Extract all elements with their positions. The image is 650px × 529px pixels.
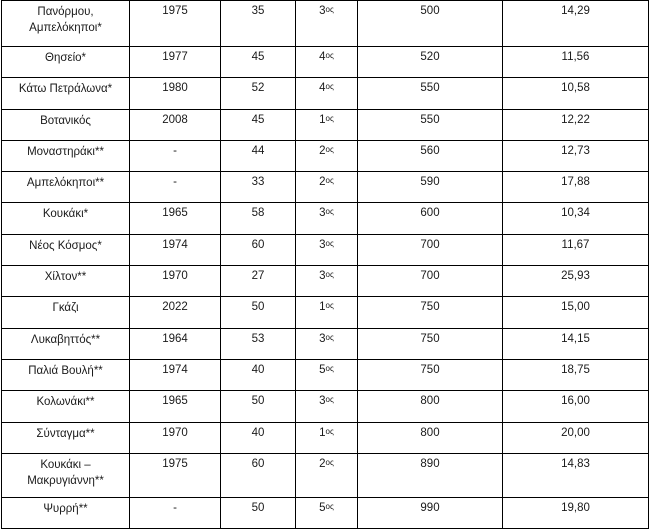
table-row — [2, 78, 649, 109]
floor-cell: $4^{o\varsigma}$ — [296, 78, 358, 109]
table-row — [2, 497, 649, 528]
floor-cell: $3^{o\varsigma}$ — [296, 203, 358, 234]
per-sqm-cell: 18,75 — [503, 359, 649, 390]
per-sqm-cell: 19,80 — [503, 497, 649, 528]
area-cell: Ψυρρή** — [2, 497, 130, 528]
area-cell: Νέος Κόσμος* — [2, 234, 130, 265]
rent-cell: 700 — [358, 266, 503, 297]
sqm-cell: 50 — [221, 297, 296, 328]
rent-table — [1, 0, 649, 529]
floor-cell: $1^{o\varsigma}$ — [296, 422, 358, 453]
year-cell: 1974 — [130, 359, 221, 390]
floor-cell: $3^{o\varsigma}$ — [296, 328, 358, 359]
per-sqm-cell: 10,34 — [503, 203, 649, 234]
sqm-cell: 60 — [221, 234, 296, 265]
area-cell: Θησείο* — [2, 47, 130, 78]
rent-cell: 750 — [358, 359, 503, 390]
per-sqm-cell: 10,58 — [503, 78, 649, 109]
table-row — [2, 203, 649, 234]
rent-cell: 550 — [358, 109, 503, 140]
year-cell: 1975 — [130, 1, 221, 47]
rent-cell: 750 — [358, 328, 503, 359]
per-sqm-cell: 15,00 — [503, 297, 649, 328]
rent-cell: 590 — [358, 172, 503, 203]
per-sqm-cell: 16,00 — [503, 391, 649, 422]
table-row — [2, 234, 649, 265]
rent-cell: 800 — [358, 391, 503, 422]
sqm-cell: 33 — [221, 172, 296, 203]
sqm-cell: 40 — [221, 422, 296, 453]
table-row — [2, 453, 649, 497]
table-row — [2, 328, 649, 359]
per-sqm-cell: 14,83 — [503, 453, 649, 497]
per-sqm-cell: 20,00 — [503, 422, 649, 453]
year-cell: 1964 — [130, 328, 221, 359]
table-row — [2, 47, 649, 78]
per-sqm-cell: 25,93 — [503, 266, 649, 297]
sqm-cell: 50 — [221, 391, 296, 422]
rent-cell: 800 — [358, 422, 503, 453]
area-cell: Κουκάκι – Μακρυγιάννη** — [2, 453, 130, 497]
rent-cell: 560 — [358, 140, 503, 171]
table-row — [2, 109, 649, 140]
rent-cell: 500 — [358, 1, 503, 47]
area-cell: Παλιά Βουλή** — [2, 359, 130, 390]
year-cell: 1975 — [130, 453, 221, 497]
area-cell: Κάτω Πετράλωνα* — [2, 78, 130, 109]
year-cell: 2022 — [130, 297, 221, 328]
area-cell: Πανόρμου, Αμπελόκηποι* — [2, 1, 130, 47]
year-cell: - — [130, 172, 221, 203]
floor-cell: $2^{o\varsigma}$ — [296, 140, 358, 171]
sqm-cell: 35 — [221, 1, 296, 47]
table-row — [2, 391, 649, 422]
table-row — [2, 1, 649, 47]
per-sqm-cell: 11,56 — [503, 47, 649, 78]
sqm-cell: 58 — [221, 203, 296, 234]
year-cell: 1977 — [130, 47, 221, 78]
per-sqm-cell: 12,73 — [503, 140, 649, 171]
table-row — [2, 422, 649, 453]
year-cell: 1974 — [130, 234, 221, 265]
area-cell: Σύνταγμα** — [2, 422, 130, 453]
floor-cell: $1^{o\varsigma}$ — [296, 109, 358, 140]
rent-cell: 990 — [358, 497, 503, 528]
floor-cell: $3^{o\varsigma}$ — [296, 391, 358, 422]
floor-cell: $2^{o\varsigma}$ — [296, 453, 358, 497]
area-cell: Λυκαβηττός** — [2, 328, 130, 359]
year-cell: - — [130, 497, 221, 528]
area-cell: Μοναστηράκι** — [2, 140, 130, 171]
floor-cell: $4^{o\varsigma}$ — [296, 47, 358, 78]
rent-cell: 520 — [358, 47, 503, 78]
area-cell: Κολωνάκι** — [2, 391, 130, 422]
floor-cell: $1^{o\varsigma}$ — [296, 297, 358, 328]
floor-cell: $3^{o\varsigma}$ — [296, 234, 358, 265]
table-row — [2, 359, 649, 390]
area-cell: Βοτανικός — [2, 109, 130, 140]
floor-cell: $5^{o\varsigma}$ — [296, 359, 358, 390]
rent-cell: 600 — [358, 203, 503, 234]
sqm-cell: 27 — [221, 266, 296, 297]
sqm-cell: 53 — [221, 328, 296, 359]
per-sqm-cell: 17,88 — [503, 172, 649, 203]
floor-cell: $3^{o\varsigma}$ — [296, 266, 358, 297]
per-sqm-cell: 12,22 — [503, 109, 649, 140]
per-sqm-cell: 14,29 — [503, 1, 649, 47]
sqm-cell: 45 — [221, 109, 296, 140]
table-row — [2, 140, 649, 171]
floor-cell: $3^{o\varsigma}$ — [296, 1, 358, 47]
sqm-cell: 40 — [221, 359, 296, 390]
table-row — [2, 172, 649, 203]
year-cell: 1965 — [130, 391, 221, 422]
area-cell: Χίλτον** — [2, 266, 130, 297]
year-cell: 1965 — [130, 203, 221, 234]
per-sqm-cell: 14,15 — [503, 328, 649, 359]
table-row — [2, 266, 649, 297]
sqm-cell: 52 — [221, 78, 296, 109]
table-row — [2, 297, 649, 328]
year-cell: 1980 — [130, 78, 221, 109]
year-cell: 2008 — [130, 109, 221, 140]
sqm-cell: 60 — [221, 453, 296, 497]
area-cell: Κουκάκι* — [2, 203, 130, 234]
rent-cell: 750 — [358, 297, 503, 328]
year-cell: 1970 — [130, 422, 221, 453]
area-cell: Γκάζι — [2, 297, 130, 328]
sqm-cell: 44 — [221, 140, 296, 171]
rent-cell: 890 — [358, 453, 503, 497]
floor-cell: $2^{o\varsigma}$ — [296, 172, 358, 203]
rent-cell: 700 — [358, 234, 503, 265]
year-cell: - — [130, 140, 221, 171]
area-cell: Αμπελόκηποι** — [2, 172, 130, 203]
sqm-cell: 50 — [221, 497, 296, 528]
year-cell: 1970 — [130, 266, 221, 297]
floor-cell: $5^{o\varsigma}$ — [296, 497, 358, 528]
rent-cell: 550 — [358, 78, 503, 109]
per-sqm-cell: 11,67 — [503, 234, 649, 265]
sqm-cell: 45 — [221, 47, 296, 78]
